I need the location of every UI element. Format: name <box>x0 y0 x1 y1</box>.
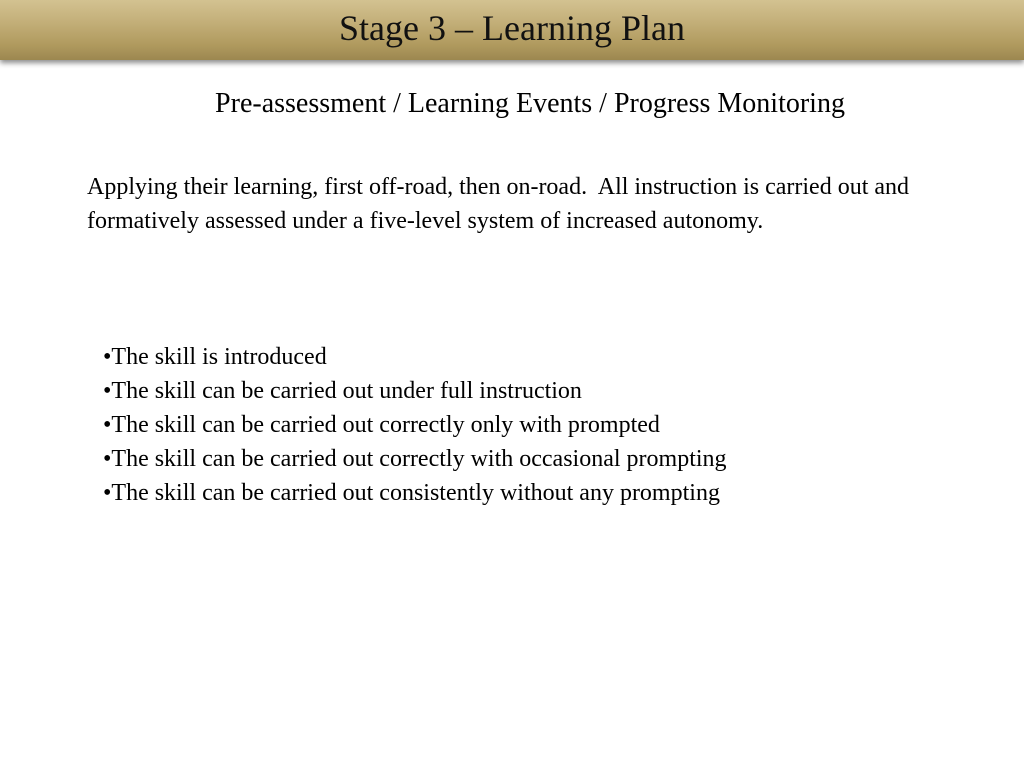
list-item <box>103 442 983 476</box>
list-item-text: The skill can be carried out consistently without any prompting <box>111 480 720 506</box>
list-item <box>103 408 983 442</box>
list-item-text: The skill can be carried out under full instruction <box>111 378 582 404</box>
slide-subtitle: Pre-assessment / Learning Events / Progress Monitoring <box>215 88 845 119</box>
autonomy-levels-list <box>103 340 983 510</box>
list-item <box>103 476 983 510</box>
list-item-text: The skill can be carried out correctly with occasional prompting <box>111 446 727 472</box>
bullet-mark: • <box>103 378 112 404</box>
list-item-text: The skill is introduced <box>111 344 327 370</box>
intro-paragraph: Applying their learning, first off-road, then on-road. All instruction is carried out and formatively assessed under a five-level system of increased autonomy. <box>87 174 916 234</box>
list-item <box>103 340 983 374</box>
bullet-mark: • <box>103 412 112 438</box>
slide-title: Stage 3 – Learning Plan <box>339 8 685 48</box>
bullet-mark: • <box>103 446 112 472</box>
list-item-text: The skill can be carried out correctly only with prompted <box>111 412 660 438</box>
bullet-mark: • <box>103 480 112 506</box>
title-bar <box>0 0 1024 60</box>
list-item <box>103 374 983 408</box>
bullet-mark: • <box>103 344 112 370</box>
